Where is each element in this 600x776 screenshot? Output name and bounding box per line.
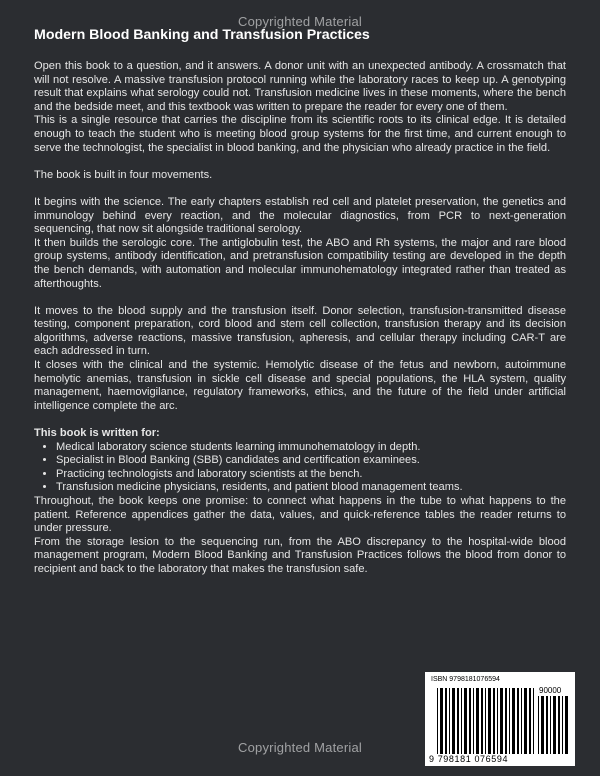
paragraph-conclusion: From the storage lesion to the sequencing run, from the ABO discrepancy to the hospital-wide blood management program, Modern Blood Banking and Transfusion Practices follows the blood from donor to recipient and back to the laboratory that makes the transfusion safe. [34, 535, 566, 575]
list-item: • Specialist in Blood Banking (SBB) candidates and certification examinees. [56, 454, 566, 468]
paragraph-promise: Throughout, the book keeps one promise: to connect what happens in the tube to what happens to the patient. Reference appendices gather the data, values, and quick-reference tables the reader returns to under pressure. [34, 495, 566, 535]
paragraph-clinical: It closes with the clinical and the systemic. Hemolytic disease of the fetus and newborn, autoimmune hemolytic anemias, transfusion in sickle cell disease and special populations, the HLA system, quality management, haemovigilance, regulatory frameworks, ethics, and the future of the field under artificial intelligence complete the arc. [34, 359, 566, 412]
back-cover-text [34, 60, 566, 577]
isbn-digits: 9 798181 076594 [429, 754, 509, 764]
list-item: • Medical laboratory science students learning immunohematology in depth. [56, 441, 566, 455]
audience-heading: This book is written for: [34, 427, 160, 440]
book-title: Modern Blood Banking and Transfusion Practices [34, 27, 370, 43]
paragraph-serologic-core: It then builds the serologic core. The antiglobulin test, the ABO and Rh systems, the major and rare blood group systems, antibody identification, and pretransfusion compatibility testing are developed in the depth the bench demands, with automation and molecular immunohematology integrated rather than treated as afterthoughts. [34, 236, 566, 290]
audience-list [34, 441, 566, 495]
paragraph-blood-supply: It moves to the blood supply and the transfusion itself. Donor selection, transfusion-transmitted disease testing, component preparation, cord blood and stem cell collection, transfusion therapy and its decision algorithms, adverse reactions, massive transfusion, apheresis, and cellular therapy including CAR-T are each addressed in turn. [34, 304, 566, 358]
price-code: 90000 [539, 686, 562, 695]
list-item: • Practicing technologists and laboratory scientists at the bench. [56, 468, 566, 482]
watermark-top: Copyrighted Material [238, 14, 362, 29]
paragraph-movements: The book is built in four movements. [34, 168, 213, 181]
watermark-bottom: Copyrighted Material [238, 740, 362, 755]
list-item: • Transfusion medicine physicians, residents, and patient blood management teams. [56, 481, 566, 495]
paragraph-science: It begins with the science. The early chapters establish red cell and platelet preservation, the genetics and immunology behind every reaction, and the molecular diagnostics, from PCR to next-generation sequencing, that now sit alongside traditional serology. [34, 195, 566, 236]
paragraph-intro: Open this book to a question, and it answers. A donor unit with an unexpected antibody. A crossmatch that will not resolve. A massive transfusion protocol running while the laboratory races to keep up. A genotyping result that explains what serology could not. Transfusion medicine lives in these moments, where the bench and the bedside meet, and this textbook was written to prepare the reader for every one of them. [34, 60, 566, 113]
paragraph-scope: This is a single resource that carries the discipline from its scientific roots to its clinical edge. It is detailed enough to teach the student who is meeting blood group systems for the first time, and current enough to serve the technologist, the specialist in blood banking, and the physician who already practice in the field. [34, 114, 566, 154]
isbn-label: ISBN 9798181076594 [431, 676, 500, 683]
